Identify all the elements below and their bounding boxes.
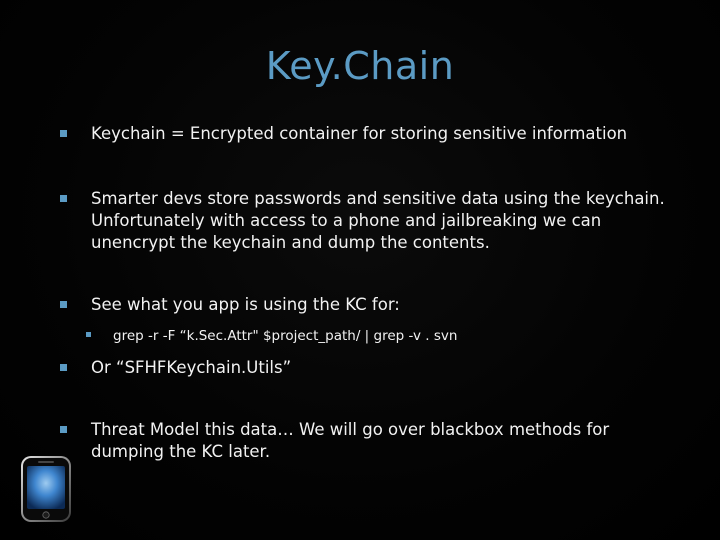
iphone-icon — [20, 455, 72, 523]
sub-bullet-marker — [86, 332, 91, 337]
bullet-threat-model — [60, 419, 670, 463]
bullet-smarter-devs — [60, 188, 670, 254]
bullet-marker — [60, 426, 67, 433]
bullet-sfhf-keychain-utils — [60, 357, 670, 379]
bullet-marker — [60, 301, 67, 308]
bullet-marker — [60, 195, 67, 202]
bullet-marker — [60, 364, 67, 371]
bullet-text: Smarter devs store passwords and sensitive data using the keychain. Unfortunately with access to a phone and jailbreaking we can unencrypt the keychain and dump the contents. — [91, 189, 665, 252]
bullet-see-what-app-uses — [60, 294, 670, 316]
bullet-marker — [60, 130, 67, 137]
bullet-text: Or “SFHFKeychain.Utils” — [91, 358, 292, 377]
bullet-text: See what you app is using the KC for: — [91, 295, 400, 314]
sub-bullet-grep-command — [86, 327, 676, 345]
bullet-text: Keychain = Encrypted container for storing sensitive information — [91, 124, 628, 143]
slide-title: Key.Chain — [265, 44, 455, 88]
bullet-text: Threat Model this data… We will go over blackbox methods for dumping the KC later. — [91, 420, 610, 461]
sub-bullet-text: grep -r -F “k.Sec.Attr" $project_path/ | grep -v . svn — [113, 328, 458, 344]
bullet-keychain-definition — [60, 123, 670, 145]
